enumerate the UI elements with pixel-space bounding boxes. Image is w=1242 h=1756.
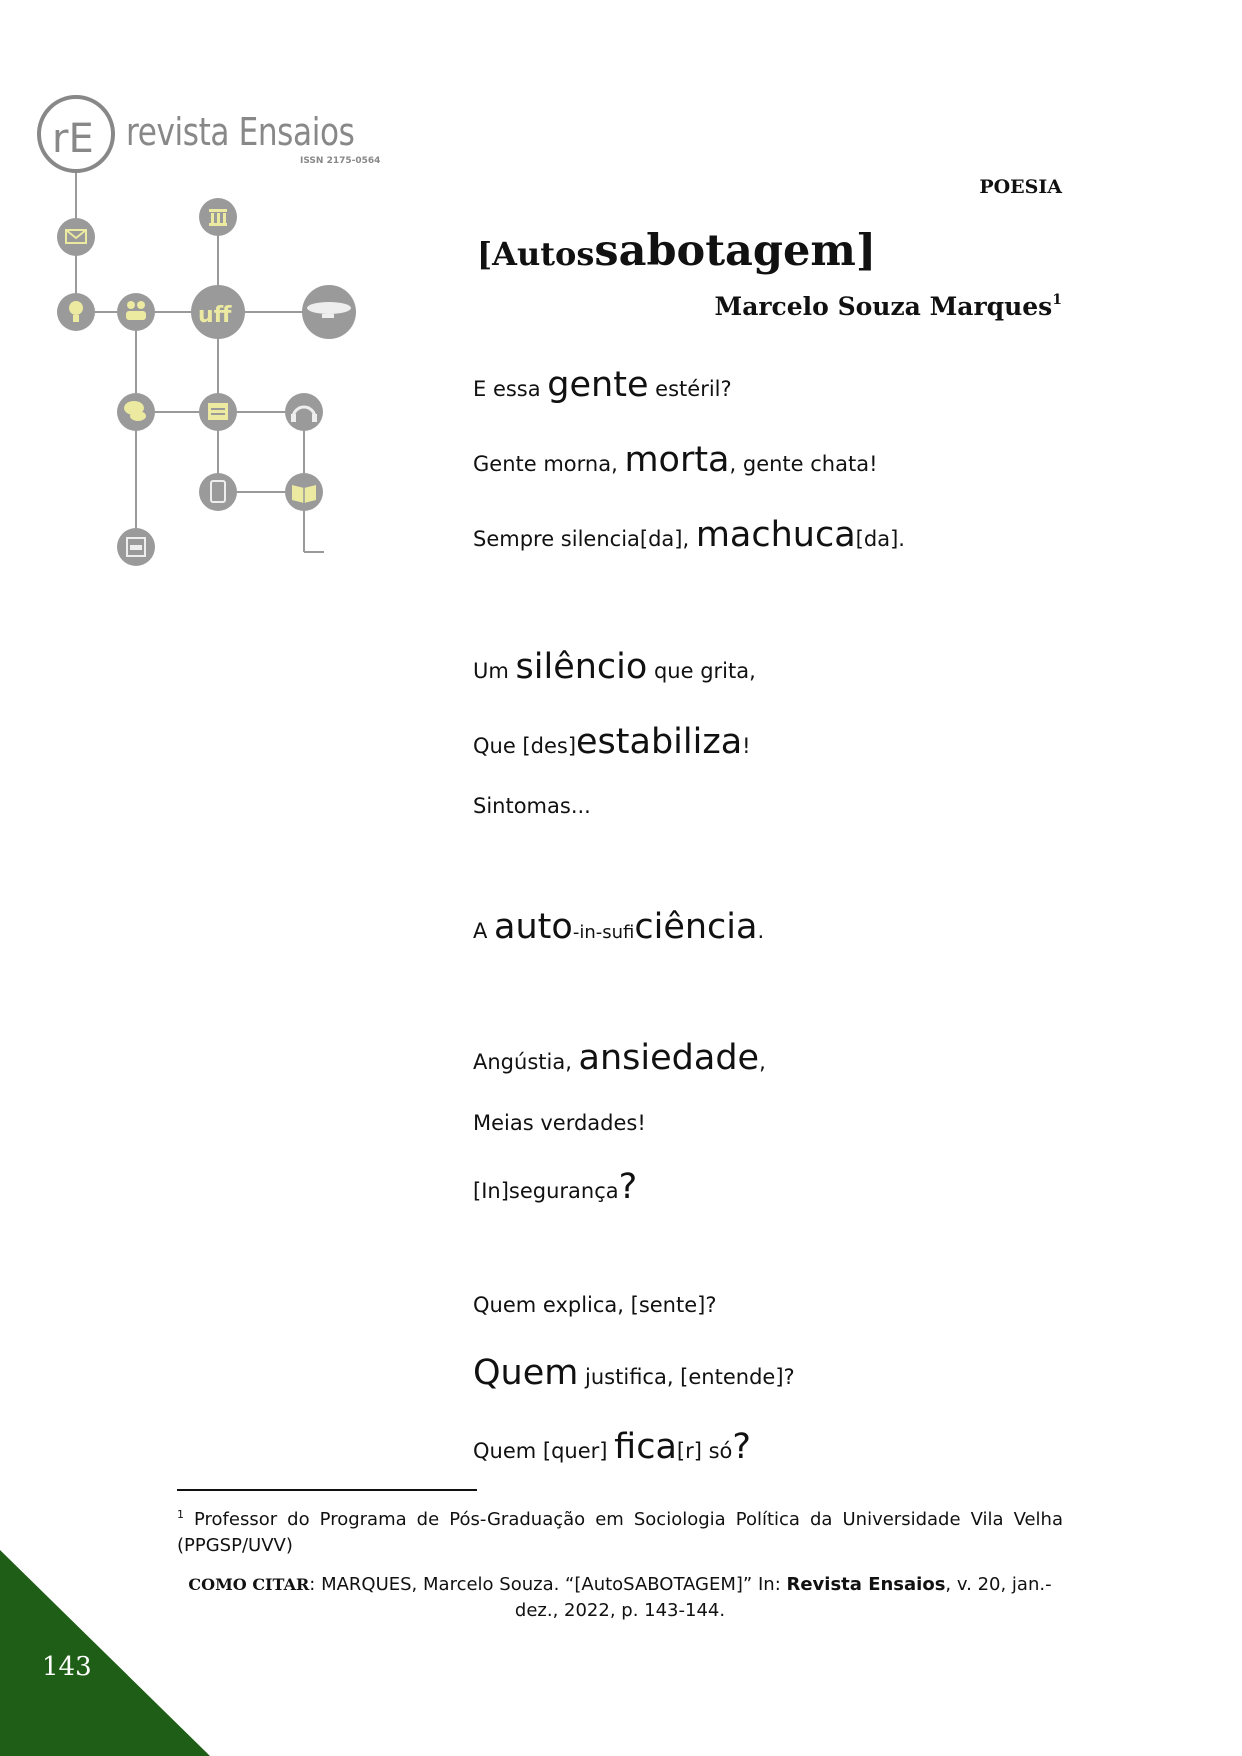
title-main: sabotagem [594,226,856,276]
poem-line [473,1038,766,1078]
poem-line [473,1427,751,1467]
corner-decoration [0,1550,210,1756]
poem-line [473,1113,646,1134]
poem-emphasis: estabiliza [576,722,743,762]
poem-text: [r] só [676,1439,733,1463]
poem-emphasis: ciência [634,907,758,947]
bulb-icon [57,293,95,331]
blimp-icon [302,285,356,339]
poem-line [473,1353,795,1393]
journal-logo [34,92,381,572]
headphones-icon [285,393,323,431]
poem-text: estéril? [648,377,732,401]
poem-text: Sempre silencia[da], [473,527,696,551]
poem-text: justifica, [entende]? [578,1365,795,1389]
poem-emphasis: gente [547,365,649,405]
footnote-divider [177,1489,477,1491]
poem-text: Quem explica, [sente]? [473,1293,717,1317]
uff-logo-icon [191,285,245,339]
museum-icon [199,198,237,236]
citation-text: : MARQUES, Marcelo Souza. “[AutoSABOTAGEM]” In: [309,1574,787,1595]
logo-mark: rE [52,116,94,162]
poem-emphasis: silêncio [515,647,648,687]
poem-line [473,440,878,480]
footnote-mark: 1 [177,1508,184,1521]
poem-emphasis: ? [618,1167,638,1207]
newspaper-icon [199,393,237,431]
poem-line [473,515,905,555]
poem-text: , gente chata! [729,452,878,476]
poem-emphasis: ansiedade [578,1038,760,1078]
poem-text: Gente morna, [473,452,625,476]
logo-text: revista Ensaios [126,110,355,154]
poem-line [473,647,756,687]
poem-text: ! [742,734,751,758]
poem-text: Que [des] [473,734,577,758]
poem-text: Um [473,659,516,683]
poem-text: que grita, [647,659,756,683]
mail-icon [57,218,95,256]
poem-text: -in-sufi [572,922,635,943]
poem-line [473,1295,717,1316]
poem-text: , [759,1050,766,1074]
book-icon [285,473,323,511]
citation [170,1572,1070,1624]
poem-text: Angústia, [473,1050,579,1074]
poem-emphasis: machuca [695,515,856,555]
citation-label: COMO CITAR [188,1575,310,1594]
poem-text: [da]. [855,527,905,551]
poem-emphasis: auto [494,907,573,947]
footnote [177,1502,1063,1559]
tablet-icon [199,473,237,511]
poem-text: Quem [quer] [473,1439,615,1463]
author-text: Marcelo Souza Marques [714,292,1053,321]
citation-text: , v. 20, jan.-dez., 2022, p. 143-144. [514,1574,1052,1621]
document-icon [117,528,155,566]
poem-emphasis: Quem [473,1353,579,1393]
title-suffix: ] [855,226,877,276]
citation-journal: Revista Ensaios [786,1574,946,1595]
poem-line [473,1167,638,1207]
article-title [477,226,876,276]
title-prefix: [Autos [477,235,595,273]
footnote-text: Professor do Programa de Pós-Graduação em Sociologia Política da Universidade Vila Velha (PPGSP/UVV) [177,1509,1063,1556]
page-number: 143 [42,1652,92,1682]
poem-emphasis: morta [624,440,730,480]
chat-icon [117,393,155,431]
poem-emphasis: fica [614,1427,677,1467]
poem-text: Sintomas... [473,794,591,818]
svg-text:uff: uff [198,303,232,328]
people-icon [117,293,155,331]
poem-line [473,365,732,405]
poem-line [473,796,591,817]
issn: ISSN 2175-0564 [300,156,381,166]
poem-text: [In]segurança [473,1179,619,1203]
poem-text: . [757,919,765,943]
author-name [715,292,1062,321]
poem-text: E essa [473,377,548,401]
poem-text: Meias verdades! [473,1111,646,1135]
footnote-ref[interactable]: 1 [1052,291,1062,308]
poem-line [473,722,751,762]
poem-line [473,907,765,947]
poem-emphasis: ? [732,1427,751,1467]
poem-text: A [473,919,495,943]
section-label: POESIA [979,176,1062,198]
